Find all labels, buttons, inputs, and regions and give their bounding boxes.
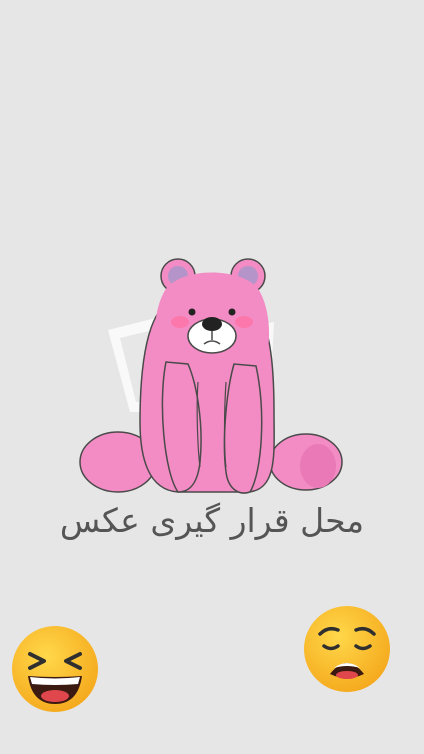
image-placeholder-caption: محل قرار گیری عکس — [59, 501, 365, 540]
laughing-face-icon[interactable] — [10, 624, 100, 714]
pink-bear-icon[interactable] — [78, 252, 348, 498]
weary-face-icon[interactable] — [302, 604, 392, 694]
